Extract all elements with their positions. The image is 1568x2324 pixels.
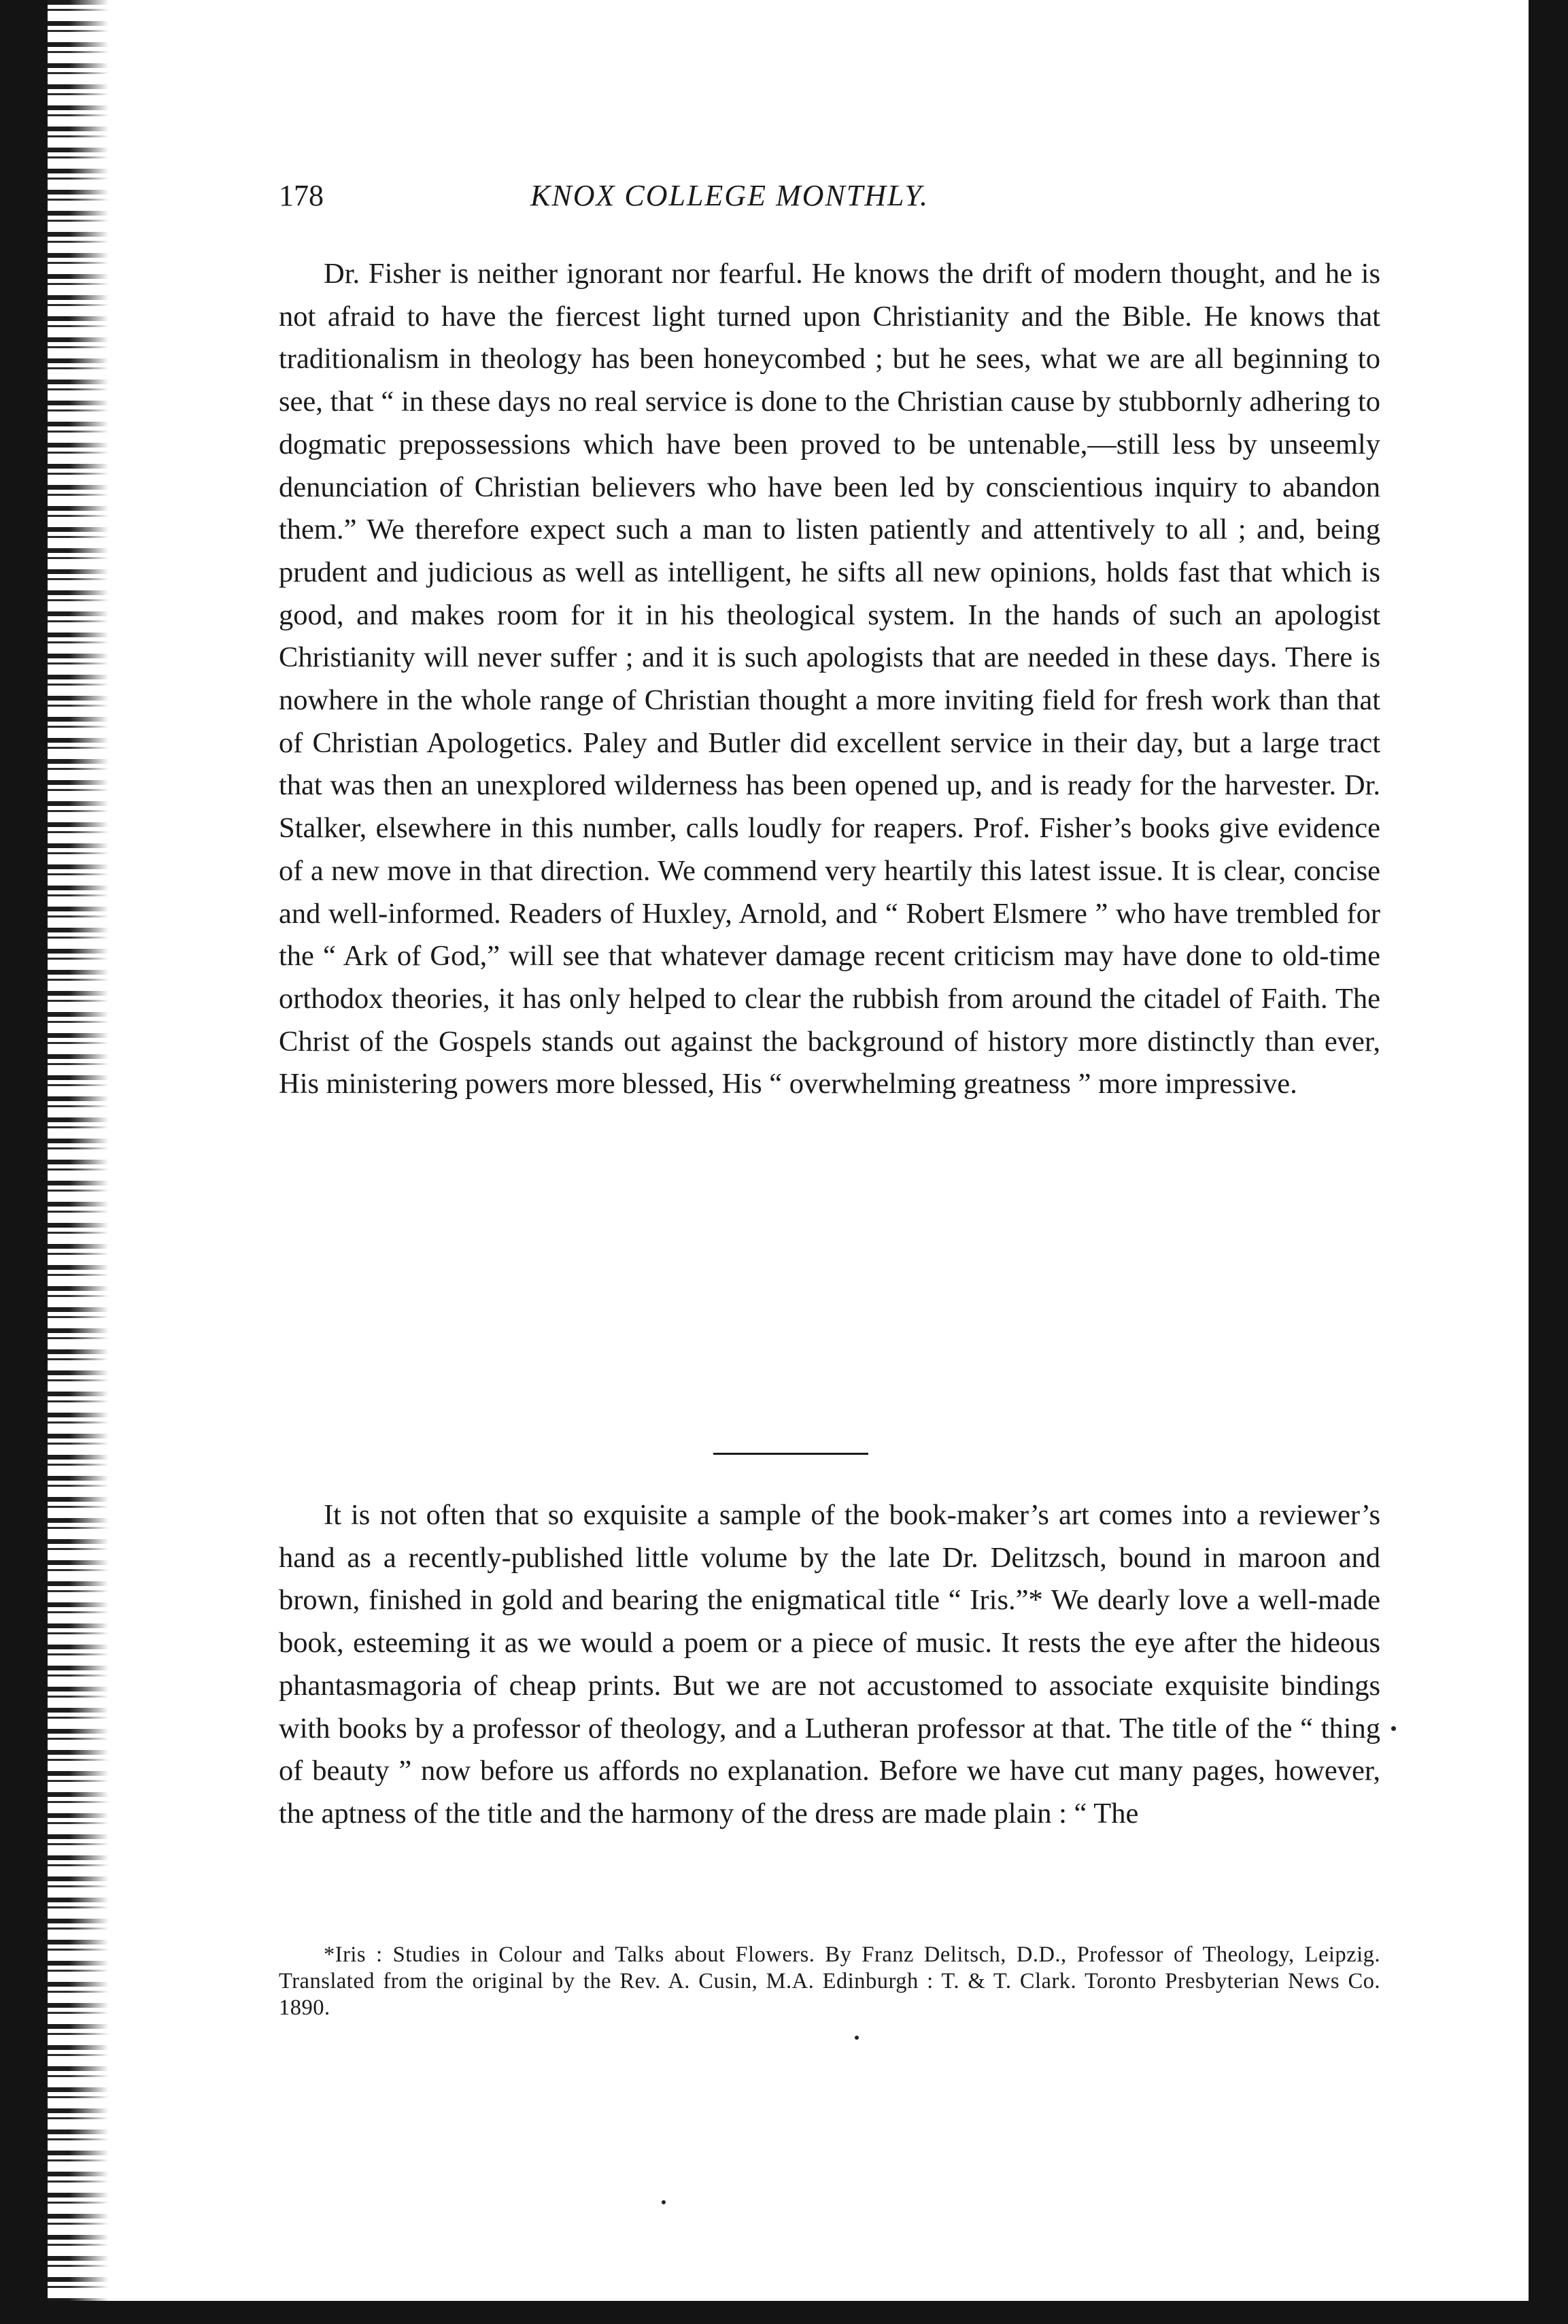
journal-title: KNOX COLLEGE MONTHLY. (530, 179, 929, 212)
ink-speck (855, 2036, 859, 2040)
review-paragraph-iris: It is not often that so exquisite a sample of the book-maker’s art comes into a reviewer’s hand as a recently-published little volume by the late Dr. Delitzsch, bound in maroon and brown, finished in gold and bearing the enigmatical title “ Iris.”* We dearly love a well-made book, esteeming it as we would a poem or a piece of music. It rests the eye after the hideous phantasmagoria of cheap prints. But we are not accustomed to associate exquisite bindings with books by a professor of theology, and a Lutheran professor at that. The title of the “ thing of beauty ” now before us affords no explanation. Before we have cut many pages, however, the aptness of the title and the harmony of the dress are made plain : “ The (279, 1499, 1380, 1830)
scan-binding-shadow-left (0, 0, 48, 2324)
review-paragraph-fisher: Dr. Fisher is neither ignorant nor fearful. He knows the drift of modern thought, and he is not afraid to have the fiercest light turned upon Christianity and the Bible. He knows that traditionalism in theology has been honeycombed ; but he sees, what we are all beginning to see, that “ in these days no real service is done to the Christian cause by stubbornly adhering to dogmatic prepossessions which have been proved to be untenable,—still less by unseemly denunciation of Christian believers who have been led by conscientious inquiry to abandon them.” We therefore expect such a man to listen patiently and attentively to all ; and, being prudent and judicious as well as intelligent, he sifts all new opinions, holds fast that which is good, and makes room for it in his theological system. In the hands of such an apologist Christianity will never suffer ; and it is such apologists that are needed in these days. There is nowhere in the whole range of Christian thought a more inviting field for fresh work than that of Christian Apologetics. Paley and Butler did excellent service in their day, but a large tract that was then an unexplored wilderness has been opened up, and is ready for the harvester. Dr. Stalker, elsewhere in this number, calls loudly for reapers. Prof. Fisher’s books give evidence of a new move in that direction. We commend very heartily this latest issue. It is clear, concise and well-informed. Readers of Huxley, Arnold, and “ Robert Elsmere ” who have trembled for the “ Ark of God,” will see that whatever damage recent criticism may have done to old-time orthodox theories, it has only helped to clear the rubbish from around the citadel of Faith. The Christ of the Gospels stands out against the background of history more distinctly than ever, His ministering powers more blessed, His “ overwhelming greatness ” more impressive. (279, 258, 1380, 1100)
ink-speck (1391, 1726, 1396, 1731)
section-divider (713, 1453, 868, 1455)
scan-shadow-right (1529, 0, 1568, 2324)
ink-speck (662, 2200, 666, 2204)
page-number: 178 (279, 179, 324, 212)
running-header (279, 169, 1435, 223)
scan-shadow-bottom (48, 2301, 1529, 2324)
footnote: *Iris : Studies in Colour and Talks about Flowers. By Franz Delitsch, D.D., Professor of Theology, Leipzig. Translated from the original by the Rev. A. Cusin, M.A. Edinburgh : T. & T. Clark. Toronto Presbyterian News Co. 1890. (279, 1942, 1380, 2020)
scan-binding-edge-left (48, 0, 109, 2324)
